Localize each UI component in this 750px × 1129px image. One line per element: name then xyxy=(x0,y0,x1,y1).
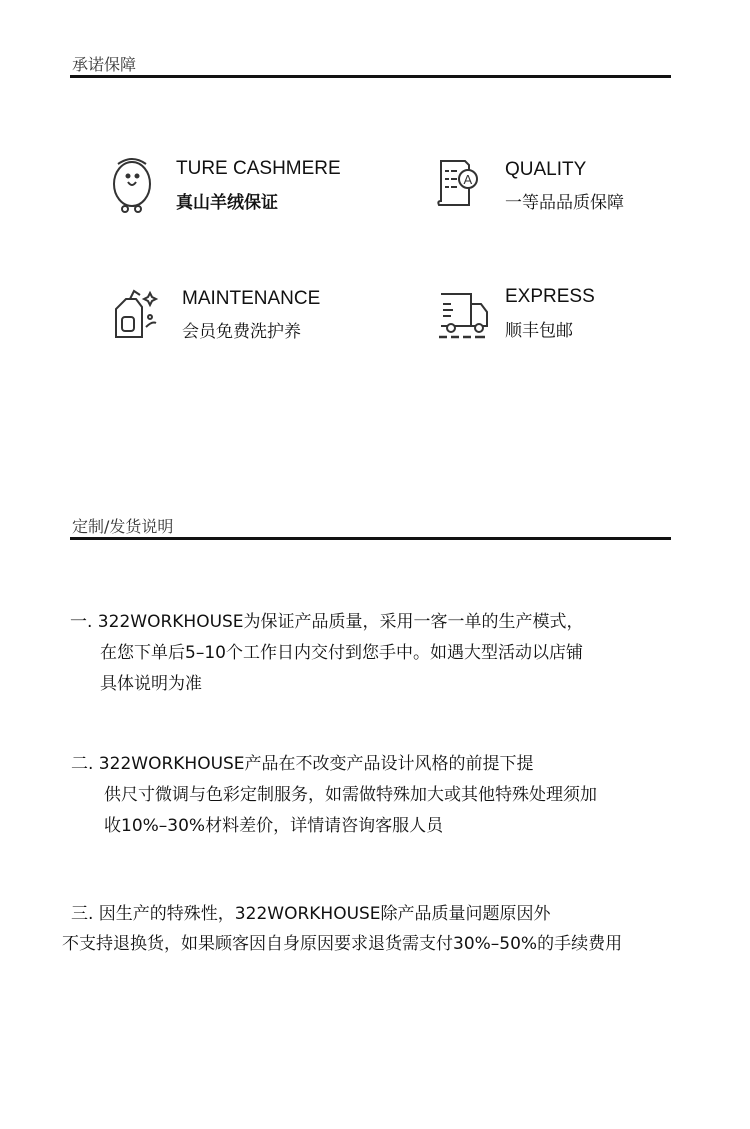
paragraph-line: 在您下单后5–10个工作日内交付到您手中。如遇大型活动以店铺 xyxy=(100,643,583,663)
section-title-custom-shipping: 定制/发货说明 xyxy=(72,517,174,536)
feature-title-en: EXPRESS xyxy=(505,286,595,307)
paragraph-line: 收10%–30%材料差价，详情请咨询客服人员 xyxy=(104,816,444,836)
sheep-icon xyxy=(110,154,154,214)
svg-text:A: A xyxy=(463,172,473,187)
section-title-guarantee: 承诺保障 xyxy=(72,55,137,74)
delivery-truck-icon xyxy=(437,290,489,340)
divider xyxy=(70,75,671,78)
feature-title-cn: 一等品品质保障 xyxy=(505,193,624,213)
feature-title-cn: 真山羊绒保证 xyxy=(176,193,278,213)
detergent-icon xyxy=(112,287,164,341)
quality-certificate-icon xyxy=(435,157,479,211)
feature-title-en: QUALITY xyxy=(505,159,587,180)
feature-title-cn: 会员免费洗护养 xyxy=(182,322,301,342)
paragraph-line: 不支持退换货，如果顾客因自身原因要求退货需支付30%–50%的手续费用 xyxy=(62,934,623,954)
divider xyxy=(70,537,671,540)
feature-title-en: TURE CASHMERE xyxy=(176,158,341,179)
paragraph-line: 供尺寸微调与色彩定制服务，如需做特殊加大或其他特殊处理须加 xyxy=(104,785,597,805)
paragraph-line: 一. 322WORKHOUSE为保证产品质量，采用一客一单的生产模式， xyxy=(70,612,584,632)
paragraph-line: 具体说明为准 xyxy=(100,674,202,694)
paragraph-line: 三. 因生产的特殊性，322WORKHOUSE除产品质量问题原因外 xyxy=(71,904,551,924)
feature-title-cn: 顺丰包邮 xyxy=(505,321,573,341)
feature-title-en: MAINTENANCE xyxy=(182,288,321,309)
paragraph-line: 二. 322WORKHOUSE产品在不改变产品设计风格的前提下提 xyxy=(71,754,534,774)
